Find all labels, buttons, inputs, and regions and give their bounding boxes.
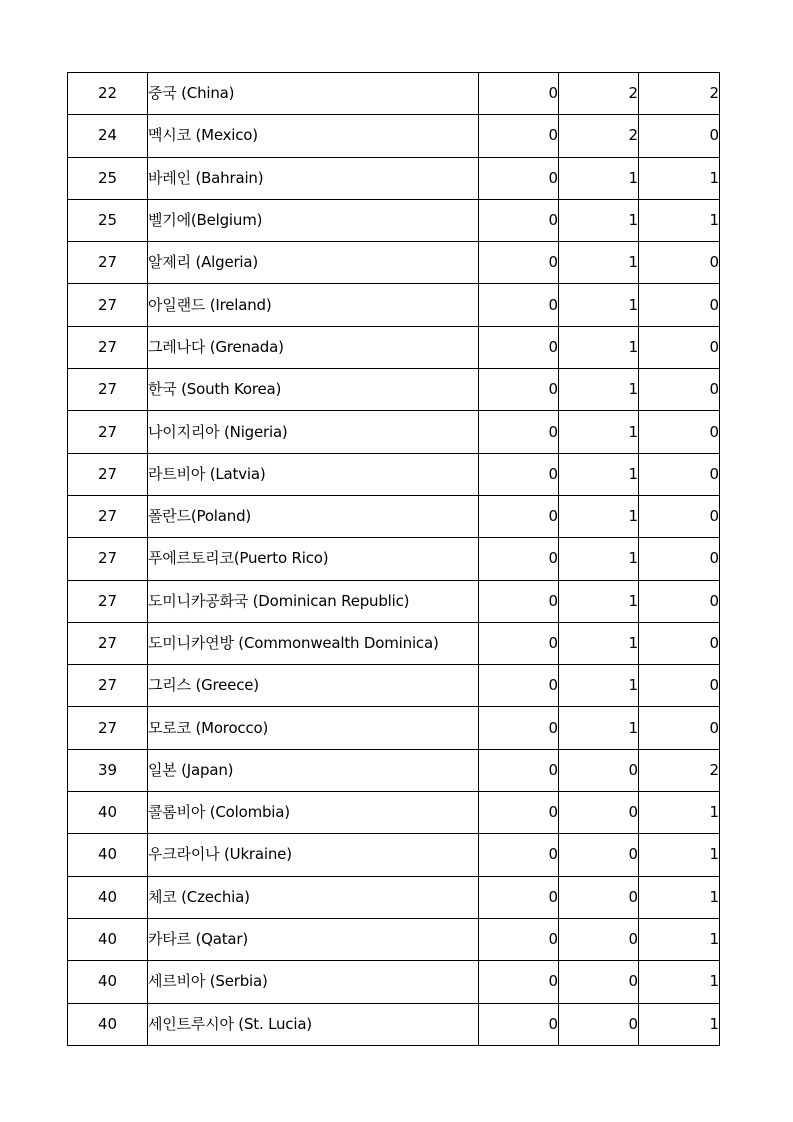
gold-count-cell: 0 (479, 918, 559, 960)
bronze-count-cell: 0 (639, 411, 720, 453)
bronze-count-cell: 1 (639, 918, 720, 960)
country-cell: 모로코 (Morocco) (148, 707, 479, 749)
gold-count-cell: 0 (479, 749, 559, 791)
gold-count-cell: 0 (479, 665, 559, 707)
rank-cell: 22 (68, 73, 148, 115)
bronze-count-cell: 1 (639, 792, 720, 834)
silver-count-cell: 0 (559, 1003, 639, 1045)
table-row (68, 199, 720, 241)
country-cell: 멕시코 (Mexico) (148, 115, 479, 157)
gold-count-cell: 0 (479, 622, 559, 664)
rank-cell: 25 (68, 199, 148, 241)
country-cell: 한국 (South Korea) (148, 369, 479, 411)
table-row (68, 1003, 720, 1045)
silver-count-cell: 1 (559, 538, 639, 580)
bronze-count-cell: 2 (639, 73, 720, 115)
table-row (68, 157, 720, 199)
gold-count-cell: 0 (479, 1003, 559, 1045)
table-row (68, 495, 720, 537)
silver-count-cell: 2 (559, 115, 639, 157)
table-row (68, 622, 720, 664)
table-row (68, 961, 720, 1003)
gold-count-cell: 0 (479, 199, 559, 241)
rank-cell: 40 (68, 792, 148, 834)
silver-count-cell: 1 (559, 157, 639, 199)
silver-count-cell: 1 (559, 199, 639, 241)
gold-count-cell: 0 (479, 538, 559, 580)
rank-cell: 27 (68, 622, 148, 664)
silver-count-cell: 1 (559, 369, 639, 411)
silver-count-cell: 2 (559, 73, 639, 115)
bronze-count-cell: 0 (639, 580, 720, 622)
silver-count-cell: 1 (559, 707, 639, 749)
table-row (68, 453, 720, 495)
gold-count-cell: 0 (479, 326, 559, 368)
table-row (68, 115, 720, 157)
bronze-count-cell: 1 (639, 1003, 720, 1045)
silver-count-cell: 1 (559, 242, 639, 284)
rank-cell: 40 (68, 834, 148, 876)
gold-count-cell: 0 (479, 115, 559, 157)
rank-cell: 40 (68, 1003, 148, 1045)
country-cell: 일본 (Japan) (148, 749, 479, 791)
table-row (68, 876, 720, 918)
gold-count-cell: 0 (479, 495, 559, 537)
rank-cell: 40 (68, 961, 148, 1003)
bronze-count-cell: 0 (639, 495, 720, 537)
gold-count-cell: 0 (479, 834, 559, 876)
rank-cell: 27 (68, 284, 148, 326)
gold-count-cell: 0 (479, 876, 559, 918)
country-cell: 체코 (Czechia) (148, 876, 479, 918)
rank-cell: 27 (68, 369, 148, 411)
country-cell: 벨기에(Belgium) (148, 199, 479, 241)
silver-count-cell: 1 (559, 411, 639, 453)
rank-cell: 25 (68, 157, 148, 199)
bronze-count-cell: 0 (639, 665, 720, 707)
bronze-count-cell: 1 (639, 834, 720, 876)
silver-count-cell: 0 (559, 918, 639, 960)
rank-cell: 27 (68, 665, 148, 707)
medal-table-body (68, 73, 720, 1046)
gold-count-cell: 0 (479, 369, 559, 411)
rank-cell: 27 (68, 411, 148, 453)
gold-count-cell: 0 (479, 242, 559, 284)
bronze-count-cell: 0 (639, 326, 720, 368)
table-row (68, 411, 720, 453)
country-cell: 그리스 (Greece) (148, 665, 479, 707)
silver-count-cell: 1 (559, 284, 639, 326)
country-cell: 바레인 (Bahrain) (148, 157, 479, 199)
silver-count-cell: 1 (559, 580, 639, 622)
gold-count-cell: 0 (479, 73, 559, 115)
country-cell: 라트비아 (Latvia) (148, 453, 479, 495)
rank-cell: 24 (68, 115, 148, 157)
bronze-count-cell: 0 (639, 369, 720, 411)
bronze-count-cell: 0 (639, 707, 720, 749)
table-row (68, 242, 720, 284)
table-row (68, 284, 720, 326)
country-cell: 세인트루시아 (St. Lucia) (148, 1003, 479, 1045)
gold-count-cell: 0 (479, 580, 559, 622)
country-cell: 아일랜드 (Ireland) (148, 284, 479, 326)
rank-cell: 40 (68, 876, 148, 918)
rank-cell: 27 (68, 580, 148, 622)
rank-cell: 27 (68, 242, 148, 284)
gold-count-cell: 0 (479, 157, 559, 199)
silver-count-cell: 0 (559, 876, 639, 918)
silver-count-cell: 0 (559, 961, 639, 1003)
country-cell: 나이지리아 (Nigeria) (148, 411, 479, 453)
gold-count-cell: 0 (479, 284, 559, 326)
rank-cell: 27 (68, 453, 148, 495)
silver-count-cell: 0 (559, 749, 639, 791)
silver-count-cell: 1 (559, 326, 639, 368)
table-row (68, 749, 720, 791)
rank-cell: 27 (68, 495, 148, 537)
gold-count-cell: 0 (479, 453, 559, 495)
bronze-count-cell: 0 (639, 453, 720, 495)
country-cell: 도미니카연방 (Commonwealth Dominica) (148, 622, 479, 664)
bronze-count-cell: 1 (639, 199, 720, 241)
country-cell: 카타르 (Qatar) (148, 918, 479, 960)
silver-count-cell: 1 (559, 665, 639, 707)
table-row (68, 918, 720, 960)
country-cell: 도미니카공화국 (Dominican Republic) (148, 580, 479, 622)
rank-cell: 27 (68, 326, 148, 368)
gold-count-cell: 0 (479, 707, 559, 749)
silver-count-cell: 0 (559, 834, 639, 876)
table-row (68, 834, 720, 876)
bronze-count-cell: 0 (639, 284, 720, 326)
country-cell: 알제리 (Algeria) (148, 242, 479, 284)
bronze-count-cell: 0 (639, 622, 720, 664)
country-cell: 푸에르토리코(Puerto Rico) (148, 538, 479, 580)
silver-count-cell: 0 (559, 792, 639, 834)
gold-count-cell: 0 (479, 411, 559, 453)
table-row (68, 792, 720, 834)
gold-count-cell: 0 (479, 961, 559, 1003)
rank-cell: 27 (68, 707, 148, 749)
medal-table (67, 72, 720, 1046)
country-cell: 중국 (China) (148, 73, 479, 115)
gold-count-cell: 0 (479, 792, 559, 834)
country-cell: 폴란드(Poland) (148, 495, 479, 537)
table-row (68, 707, 720, 749)
rank-cell: 40 (68, 918, 148, 960)
bronze-count-cell: 0 (639, 242, 720, 284)
bronze-count-cell: 1 (639, 961, 720, 1003)
country-cell: 그레나다 (Grenada) (148, 326, 479, 368)
country-cell: 우크라이나 (Ukraine) (148, 834, 479, 876)
bronze-count-cell: 0 (639, 115, 720, 157)
bronze-count-cell: 2 (639, 749, 720, 791)
silver-count-cell: 1 (559, 622, 639, 664)
table-row (68, 369, 720, 411)
rank-cell: 39 (68, 749, 148, 791)
table-row (68, 326, 720, 368)
table-row (68, 73, 720, 115)
table-row (68, 538, 720, 580)
silver-count-cell: 1 (559, 453, 639, 495)
table-row (68, 580, 720, 622)
rank-cell: 27 (68, 538, 148, 580)
country-cell: 콜롬비아 (Colombia) (148, 792, 479, 834)
bronze-count-cell: 1 (639, 876, 720, 918)
table-row (68, 665, 720, 707)
silver-count-cell: 1 (559, 495, 639, 537)
bronze-count-cell: 0 (639, 538, 720, 580)
country-cell: 세르비아 (Serbia) (148, 961, 479, 1003)
bronze-count-cell: 1 (639, 157, 720, 199)
